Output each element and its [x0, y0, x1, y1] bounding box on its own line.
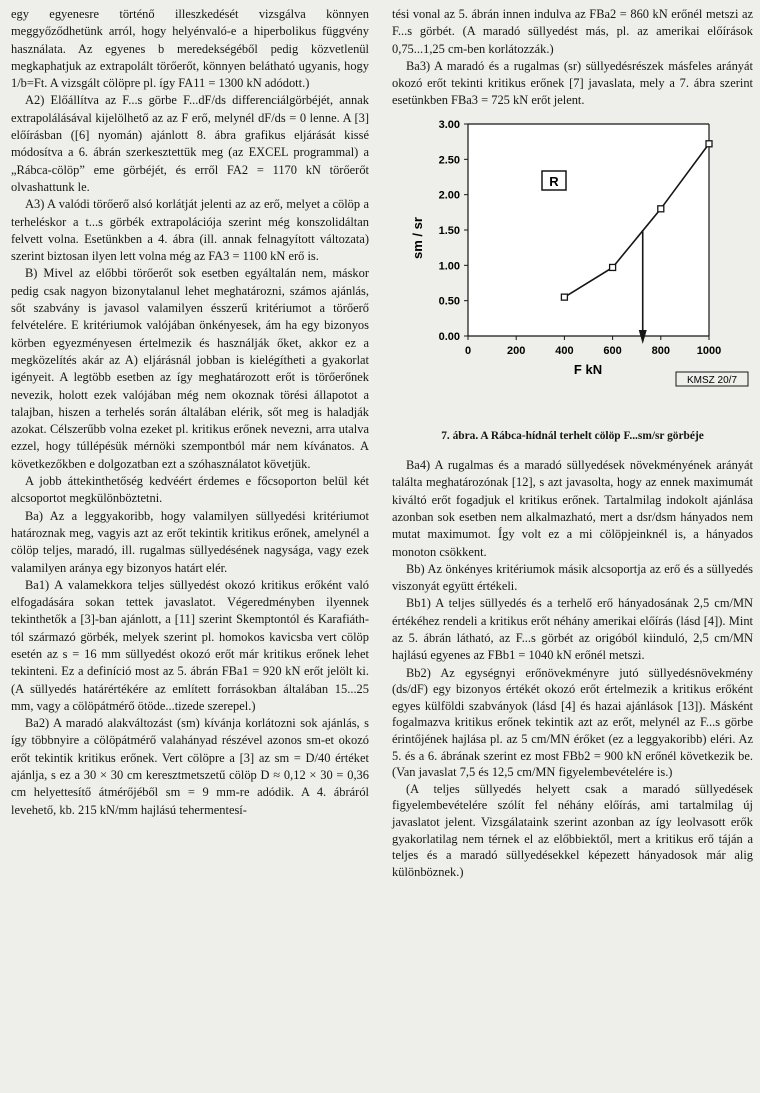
data-point: [658, 206, 664, 212]
y-tick-label: 0.00: [438, 330, 460, 343]
left-column: [11, 6, 369, 819]
plot-area: [468, 124, 709, 336]
y-tick-label: 1.50: [438, 224, 460, 237]
paragraph: Bb1) A teljes süllyedés és a terhelő erő hányadosának 2,5 cm/MN értékéhez rendeli a kritikus erőt néhány amerikai előírás (lásd [4]). Mint az 5. ábrán látható, az F...s görbét az origóból kiinduló, 2,5 cm/MN hajlású egyenes az FBb1 = 1040 kN erőnél metszi.: [392, 596, 753, 663]
marker-arrow: [639, 330, 647, 344]
data-point: [610, 264, 616, 270]
x-tick-label: 200: [507, 344, 526, 357]
paragraph: Ba) Az a leggyakoribb, hogy valamilyen süllyedési kritériumot határoznak meg, vagyis azt az erőt tekintik kritikus erőnek, amelynél a cölöp teljes, maradó, ill. rugalmas süllyedésének nagysága, vagy ezek valamilyen aránya egy bizonyos határt elér.: [11, 508, 369, 575]
y-tick-label: 2.50: [438, 154, 460, 167]
paragraph: (A teljes süllyedés helyett csak a maradó süllyedések figyelembevételére szólít fel néhány előírás, ami tartalmilag új javaslatot jelent. Vizsgálataink szerint azonban az így leolvasott erők gyakorlatilag nem térnek el az előbbiektől, mert a kritikus erő táján a teljes és a maradó süllyedésekkel képezett hányadosok már alig különböznek.): [392, 781, 753, 879]
paragraph: Ba3) A maradó és a rugalmas (sr) süllyedésrészek másfeles arányát okozó erőt tekinti kritikus erőnek [7] javaslata, mely a 7. ábra szerint esetünkben FBa3 = 725 kN erőt jelent.: [392, 58, 753, 108]
paragraph: B) Mivel az előbbi törőerőt sok esetben egyáltalán nem, máskor pedig csak nagyon bizonytalanul lehet meghatározni, számos ajánlás, sőt szabvány is javasol valamilyen ésszerű kritériumot a törőerő felvételére. E kritériumok valójában önkényesek, ám ha egy bizonyos körben egyezményesen értelmezik és használják őket, akkor ez a megközelítés akár az A) eljárásnál jobban is kielégítheti a gyakorlat igényeit. A legtöbb esetben az így meghatározott erőt is törőerőnek nevezik, holott ezek valójában még nem okoznak törési állapotot a talajban, hiszen a terhelés során általában elérik, sőt meg is haladják azokat. Célszerűbb volna ezeket pl. kritikus erőnek nevezni, arra utalva ezzel, hogy túllépésük mérnöki szempontból már nem kívánatos. A következőkben e dolgozatban ezt a szóhasználatot követjük.: [11, 266, 369, 471]
paragraph: Ba2) A maradó alakváltozást (sm) kívánja korlátozni sok ajánlás, s így többnyire a cölöpátmérő valahányad részével azonos sm-et okozó erőt tekintik kritikus erőnek. Vert cölöpre a [3] az sm = D/40 értéket ajánlja, s ez a 30 × 30 cm keresztmetszetű cölöp D ≈ 0,12 × 30 = 0,36 cm helyettesítő átmérőjéből sm = 9 mm-re adódik. A 4. ábráról levehető, kb. 215 kN/mm hajlású tehermentesí-: [11, 716, 369, 817]
paragraph: egy egyenesre történő illeszkedését vizsgálva könnyen meggyőződhetünk arról, hogy helyénvaló-e a hiperbolikus függvény használata. Az egyenes b meredekségéből pedig közvetlenül megkaphatjuk az extrapolált törőerőt, könnyen belátható ugyanis, hogy 1/b=Ft. A vizsgált cölöpre pl. így FA11 = 1300 kN adódott.): [11, 7, 369, 91]
x-tick-label: 0: [464, 344, 472, 357]
x-tick-label: 400: [555, 344, 574, 357]
chart: [392, 114, 753, 430]
y-axis-label: sm / sr: [410, 216, 425, 259]
paragraph: Bb) Az önkényes kritériumok másik alcsoportja az erő és a süllyedés viszonyát együtt értékeli.: [392, 561, 753, 594]
paragraph: Ba1) A valamekkora teljes süllyedést okozó kritikus erőként való elfogadására sokan tettek javaslatot. Végeredményben ilyennek tekinthetők a [3]-ban ajánlott, a [11] szerint Skemptontól és Karafiáth-tól származó görbék, melyek szerint pl. homokos kavicsba vert cölöp esetén az s = 16 mm süllyedést okozó erőt már kritikus erőnek lehet tekinteni. Ez a definíció most az 5. ábrán FBa1 = 920 kN erőt jelölt ki. (A süllyedés határértékére az említett forrásokban általában 15...25 mm, vagy a cölöpátmérő ötöde...tizede szerepel.): [11, 577, 369, 713]
figure-7: [392, 114, 753, 430]
figure-caption: 7. ábra. A Rábca-hídnál terhelt cölöp F...sm/sr görbéje: [441, 429, 704, 442]
x-axis-label: F kN: [573, 361, 603, 377]
paragraph: Ba4) A rugalmas és a maradó süllyedések növekményének arányát találta meghatározónak [12], s azt javasolta, hogy az ennek maximumát kiváltó erőt fogadjuk el kritikus erőnek. Tartalmilag indokolt ajánlása azonban sok esetben nem alkalmazható, mert a dsr/dsm hányados nem mutat maximumot. Így volt ez a mi cölöpjeinknél is, a hányados monoton csökkent.: [392, 458, 753, 559]
data-point: [706, 141, 712, 147]
x-tick-label: 800: [651, 344, 670, 357]
right-column: [392, 6, 753, 880]
x-tick-label: 1000: [696, 344, 722, 357]
paragraph: tési vonal az 5. ábrán innen indulva az FBa2 = 860 kN erőnél metszi az F...s görbét. (A maradó süllyedést más, pl. az amerikai előírások 0,75...1,25 cm-ben korlátozzák.): [392, 7, 753, 56]
y-tick-label: 0.50: [438, 295, 460, 308]
x-tick-label: 600: [603, 344, 622, 357]
data-point: [561, 294, 567, 300]
paragraph: Bb2) Az egységnyi erőnövekményre jutó süllyedésnövekmény (ds/dF) egy bizonyos értékét okozó erőt értelmezik a kritikus erőként egyes külföldi szabványok (lásd [4] és hazai ajánlások [13]). Másként fogalmazva kritikus erőnek tekintik azt az erőt, melynél az F...s görbe érintőjének hajlása pl. az 5 cm/MN érőket (ez a leggyakoribb) eléri. Az 5. és a 6. ábrának szerint ez most FBb2 = 900 kN erőnél következik be. (Van javaslat 7,5 és 12,5 cm/MN figyelembevételére is.): [392, 665, 753, 780]
paragraph: A2) Előállítva az F...s görbe F...dF/ds differenciálgörbéjét, annak extrapolálásával kijelölhető az az F erő, melynél dF/ds = 0 lenne. A [3] előírásban ([6] nyomán) ajánlott 8. ábra grafikus eljárását kissé módosítva a 6. ábrán szerkesztettük meg (az EXCEL programmal) a „Rábca-cölöp” eme görbéjét, és erről FA2 = 1170 kN törőerőt olvashattunk le.: [11, 93, 369, 194]
label-box-text: R: [549, 173, 559, 189]
stamp: KMSZ 20/7: [686, 374, 738, 386]
paragraph: A3) A valódi törőerő alsó korlátját jelenti az az erő, melyet a cölöp a terheléskor a t...s görbék extrapolációja szerint még konszolidáltan felvett volna. Esetünkben a 4. ábra (ill. annak felnagyított változata) szerint biztosan ilyen lett volna még az FA3 = 1100 kN erő is.: [11, 197, 369, 264]
y-tick-label: 3.00: [438, 118, 460, 131]
y-tick-label: 2.00: [438, 189, 460, 202]
y-tick-label: 1.00: [438, 260, 460, 273]
paragraph: A jobb áttekinthetőség kedvéért érdemes e főcsoporton belül két alcsoportot megkülönböztetni.: [11, 474, 369, 506]
